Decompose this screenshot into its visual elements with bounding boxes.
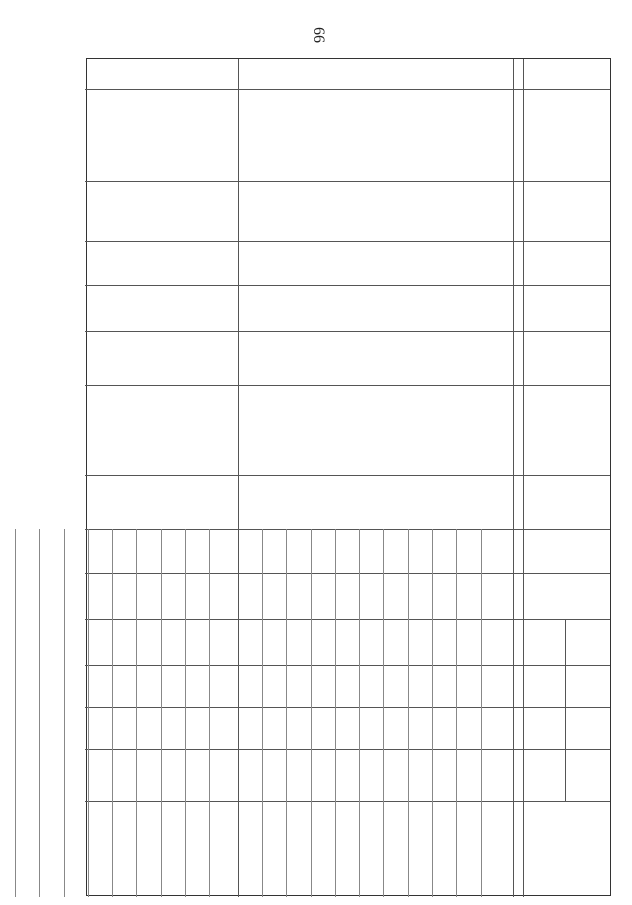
period-result [53,801,63,897]
header-cost [526,475,606,529]
period-row-line [359,529,360,897]
table-frame [86,58,611,896]
period-year [240,529,262,573]
period-row-line [311,529,312,897]
period-federal [275,619,285,665]
period-regional [421,665,431,707]
period-regional [77,665,87,707]
period-result [174,801,184,897]
period-regional [275,665,285,707]
period-row-line [39,529,40,897]
project-name [436,89,506,181]
period-result [300,801,310,897]
period-year [66,529,88,573]
header-local [526,707,564,749]
period-result [4,801,14,897]
column-number [514,619,523,665]
period-regional [324,665,334,707]
period-result [251,801,261,897]
period-total [53,573,63,619]
project-psd [105,385,235,475]
period-federal [126,619,136,665]
column-number [514,331,523,385]
period-row-line [185,529,186,897]
period-total [101,573,111,619]
header-no [526,59,606,89]
header-federal [526,619,564,665]
period-year [90,529,112,573]
period-year [410,529,432,573]
project-cost [492,475,506,529]
period-result [150,801,160,897]
period-regional [373,665,383,707]
period-total [397,573,407,619]
period-row-line [15,529,16,897]
period-federal [445,619,455,665]
project-name [165,89,235,181]
period-total [275,573,285,619]
project-cost-note [187,475,209,529]
period-result [470,801,480,897]
project-cost [221,475,235,529]
period-federal [77,619,87,665]
period-regional [470,665,480,707]
period-federal [348,619,358,665]
period-result [101,801,111,897]
period-regional [53,665,63,707]
period-regional [223,665,233,707]
period-total [150,573,160,619]
period-year [483,529,505,573]
period-year [337,529,359,573]
period-federal [101,619,111,665]
period-year [114,529,136,573]
project-grbs [446,181,506,241]
period-federal [397,619,407,665]
period-regional [348,665,358,707]
column-number [514,475,523,529]
period-result [421,801,431,897]
period-total [421,573,431,619]
project-terms [205,285,235,331]
period-federal [373,619,383,665]
period-row-line [112,529,113,897]
column-number [514,59,523,89]
period-total [28,573,38,619]
project-capacity [215,331,235,385]
period-federal [223,619,233,665]
period-row-line [137,529,138,897]
column-number [514,707,523,749]
column-number [514,529,523,573]
period-regional [397,665,407,707]
header-line [523,59,524,897]
period-result [198,801,208,897]
period-row-line [88,529,89,897]
header-terms [526,285,606,331]
column-number [514,89,523,181]
period-federal [300,619,310,665]
header-result [526,801,606,897]
period-year [434,529,456,573]
period-result [373,801,383,897]
project-capacity [486,331,506,385]
period-total [251,573,261,619]
project-cost-note [458,475,480,529]
period-row-line [456,529,457,897]
period-result [126,801,136,897]
period-result [494,801,504,897]
period-federal [4,619,14,665]
period-federal [494,619,504,665]
header-grbs [526,181,606,241]
period-total [77,573,87,619]
project-terms [476,285,506,331]
column-number [514,385,523,475]
period-result [275,801,285,897]
period-total [223,573,233,619]
period-federal [198,619,208,665]
period-federal [251,619,261,665]
project-psd [376,385,506,475]
period-federal [150,619,160,665]
project-grbs [175,181,235,241]
period-regional [28,665,38,707]
period-total [445,573,455,619]
column-number [514,181,523,241]
column-number [514,801,523,897]
period-row-line [262,529,263,897]
period-row-line [384,529,385,897]
period-total [300,573,310,619]
header-capacity [526,331,606,385]
period-row-line [408,529,409,897]
row-index [496,59,506,89]
column-number [514,241,523,285]
period-year [264,529,286,573]
period-result [28,801,38,897]
funding-subheader-line [565,619,566,801]
period-row-line [286,529,287,897]
period-row-line [481,529,482,897]
period-year [313,529,335,573]
column-number [514,285,523,331]
header-regional [526,665,564,707]
header-psd [526,385,606,475]
period-year [139,529,161,573]
header-period [526,529,606,573]
header-ownership [526,241,606,285]
period-result [324,801,334,897]
period-row-line [335,529,336,897]
period-federal [28,619,38,665]
period-total [348,573,358,619]
column-number [514,749,523,801]
period-total [198,573,208,619]
period-year [211,529,233,573]
period-regional [445,665,455,707]
period-regional [101,665,111,707]
header-funding-group [568,573,608,801]
period-year [41,529,63,573]
project-ownership [215,241,235,285]
header-other [526,749,564,801]
period-regional [300,665,310,707]
period-result [348,801,358,897]
header-name [526,89,606,181]
column-number [514,573,523,619]
period-total [324,573,334,619]
period-row-line [432,529,433,897]
period-year [288,529,310,573]
period-result [445,801,455,897]
period-year [0,529,15,573]
period-total [494,573,504,619]
period-year [458,529,480,573]
period-total [174,573,184,619]
period-row-line [161,529,162,897]
period-total [373,573,383,619]
period-regional [126,665,136,707]
period-federal [421,619,431,665]
period-result [77,801,87,897]
period-regional [198,665,208,707]
header-total [526,573,564,619]
period-federal [470,619,480,665]
period-year [17,529,39,573]
period-result [223,801,233,897]
period-total [126,573,136,619]
period-regional [150,665,160,707]
project-ownership [486,241,506,285]
project-separator [238,59,239,897]
page-number: 66 [310,27,327,43]
period-row-line [64,529,65,897]
period-year [361,529,383,573]
period-year [386,529,408,573]
period-regional [494,665,504,707]
period-regional [251,665,261,707]
period-federal [174,619,184,665]
funding-table [86,58,611,896]
period-result [397,801,407,897]
period-federal [53,619,63,665]
period-year [187,529,209,573]
period-total [4,573,14,619]
period-regional [174,665,184,707]
period-federal [324,619,334,665]
period-total [470,573,480,619]
column-number [514,665,523,707]
period-row-line [209,529,210,897]
period-regional [4,665,14,707]
period-year [163,529,185,573]
